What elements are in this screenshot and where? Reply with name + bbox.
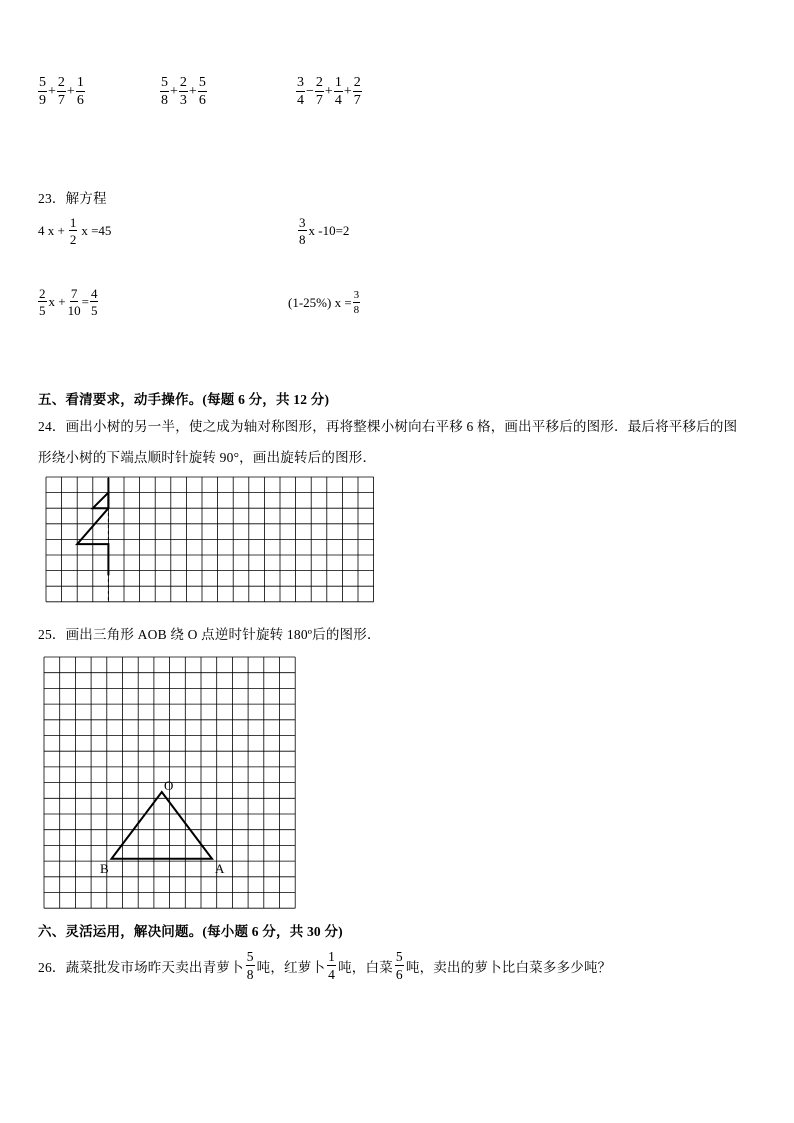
fraction: $\frac{5}{8}$	[246, 949, 254, 982]
question-24-line-2: 形绕小树的下端点顺时针旋转 90°，画出旋转后的图形．	[38, 450, 377, 465]
expression-3: $\frac{3}{4}$ − $\frac{2}{7}$ + $\frac{1}{4}$ + $\frac{2}{7}$	[297, 75, 361, 108]
fraction: $\frac{5}{6}$	[395, 949, 403, 982]
label-a: A	[215, 861, 225, 876]
fraction: $\frac{2}{7}$	[315, 75, 323, 108]
fraction: $\frac{2}{7}$	[57, 75, 65, 108]
fraction: $\frac{3}{4}$	[297, 75, 304, 108]
section-5-title: 五、看清要求，动手操作。(每题 6 分，共 12 分)	[38, 392, 330, 407]
fraction: $\frac{5}{8}$	[161, 75, 168, 108]
section-6-title: 六、灵活运用，解决问题。(每小题 6 分，共 30 分)	[38, 924, 343, 939]
fraction: $\frac{2}{3}$	[179, 75, 187, 108]
equation-1: 4 x + $\frac{1}{2}$ x =45	[38, 215, 112, 247]
expression-1: $\frac{5}{9}$ + $\frac{2}{7}$ + $\frac{1}{6}$	[39, 75, 84, 108]
fraction: $\frac{5}{9}$	[39, 75, 46, 108]
question-24-line-1: 24．画出小树的另一半，使之成为轴对称图形，再将整棵小树向右平移 6 格，画出平移后的图形．最后将平移后的图	[38, 419, 738, 434]
label-b: B	[100, 861, 109, 876]
question-26-text: 26．蔬菜批发市场昨天卖出青萝卜 $\frac{5}{8}$ 吨，红萝卜 $\frac{1}{4}$ 吨，白菜 $\frac{5}{6}$ 吨，卖出的萝卜比白菜多多少吨？	[38, 949, 612, 982]
equation-3: $\frac{2}{5}$ x + $\frac{7}{10}$ = $\frac{4}{5}$	[39, 286, 98, 318]
fraction: $\frac{2}{7}$	[353, 75, 361, 108]
triangle-aob	[112, 792, 212, 859]
equation-2: $\frac{3}{8}$ x -10=2	[299, 215, 350, 247]
expression-2: $\frac{5}{8}$ + $\frac{2}{3}$ + $\frac{5}{6}$	[161, 75, 206, 108]
fraction: $\frac{1}{2}$	[69, 215, 77, 247]
fraction: $\frac{1}{6}$	[76, 75, 84, 108]
fraction: $\frac{3}{8}$	[353, 289, 360, 316]
fraction: $\frac{4}{5}$	[90, 286, 98, 318]
equation-4: (1-25%) x = $\frac{3}{8}$	[288, 289, 360, 316]
question-25-text: 25．画出三角形 AOB 绕 O 点逆时针旋转 180º后的图形．	[38, 627, 381, 642]
fraction: $\frac{5}{6}$	[198, 75, 206, 108]
fraction: $\frac{1}{4}$	[334, 75, 342, 108]
fraction: $\frac{7}{10}$	[67, 286, 81, 318]
question-23-title: 23．解方程	[38, 191, 107, 206]
label-o: O	[164, 778, 174, 793]
fraction: $\frac{1}{4}$	[328, 949, 336, 982]
fraction: $\frac{2}{5}$	[39, 286, 46, 318]
fraction: $\frac{3}{8}$	[299, 215, 306, 247]
